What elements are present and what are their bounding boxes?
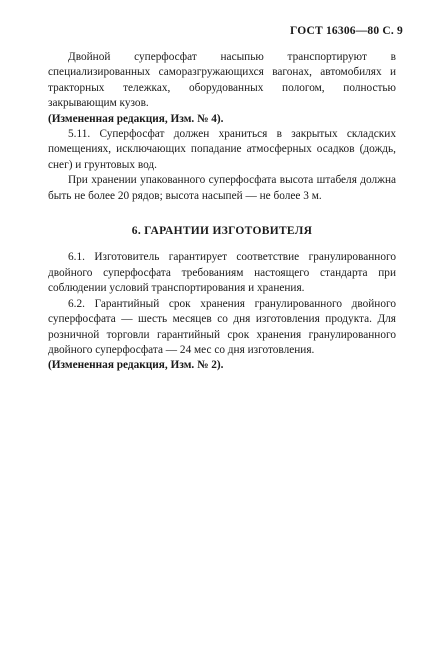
section-6-heading: 6. ГАРАНТИИ ИЗГОТОВИТЕЛЯ	[131, 225, 313, 238]
edit-note-amendment-4: (Измененная редакция, Изм. № 4).	[48, 112, 224, 125]
paragraph-5-11: 5.11. Суперфосфат должен храниться в закрытых складских помещениях, исключающих попадание атмосферных осадков (дождь, снег) и грунтовых вод.	[48, 128, 396, 171]
running-header: ГОСТ 16306—80 С. 9	[290, 25, 403, 37]
edit-note-amendment-2: (Измененная редакция, Изм. № 2).	[48, 359, 224, 372]
paragraph-transport: Двойной суперфосфат насыпью транспортируют в специализированных саморазгружающихся вагонах, автомобилях и тракторных тележках, оборудованных пологом, полностью закрывающим кузов.	[48, 51, 396, 110]
paragraph-storage-height: При хранении упакованного суперфосфата высота штабеля должна быть не более 20 рядов; высота насыпей — не более 3 м.	[48, 174, 396, 202]
paragraph-6-1: 6.1. Изготовитель гарантирует соответствие гранулированного двойного суперфосфата требованиям настоящего стандарта при соблюдении условий транспортирования и хранения.	[48, 251, 396, 295]
section-5-continuation	[48, 50, 396, 374]
paragraph-6-2: 6.2. Гарантийный срок хранения гранулированного двойного суперфосфата — шесть месяцев со дня изготовления продукта. Для розничной торговли гарантийный срок хранения гранулированного двойного суперфосфата — 24 мес со дня изготовления.	[48, 297, 396, 356]
